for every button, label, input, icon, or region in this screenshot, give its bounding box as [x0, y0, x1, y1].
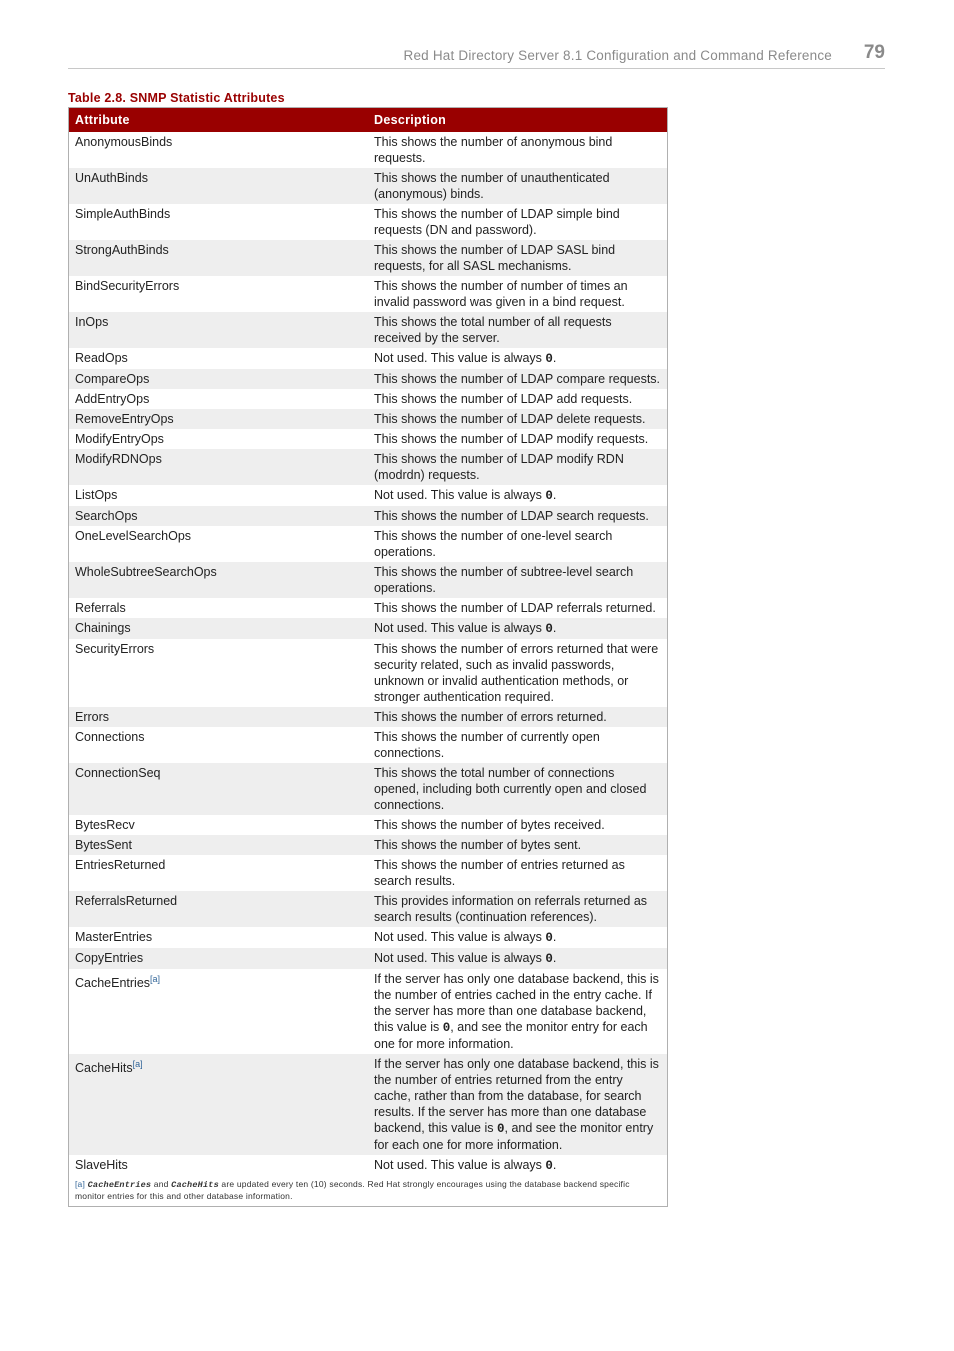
attribute-cell: [69, 891, 368, 927]
description-text: If the server has only one database backend, this is the number of entries cached in the entry cache. If the server has more than one database backend, this value is: [374, 972, 659, 1034]
table-row: [69, 727, 667, 763]
attribute-name: OneLevelSearchOps: [75, 529, 192, 543]
code-value: 0: [545, 952, 553, 966]
attribute-name: CacheEntries: [75, 976, 151, 991]
attribute-cell: [69, 240, 368, 276]
description-cell: [368, 1054, 667, 1155]
attribute-name: Chainings: [75, 621, 131, 635]
description-text: Not used. This value is always: [374, 951, 546, 965]
description-text: This shows the number of bytes sent.: [374, 838, 582, 852]
description-cell: [368, 276, 667, 312]
description-text: This shows the number of unauthenticated (anonymous) binds.: [374, 171, 610, 201]
table-row: [69, 763, 667, 815]
attribute-cell: [69, 485, 368, 506]
table-row: [69, 855, 667, 891]
attribute-name: Referrals: [75, 601, 126, 615]
description-cell: [368, 348, 667, 369]
attribute-cell: [69, 707, 368, 727]
attribute-name: ReadOps: [75, 351, 128, 365]
description-text: This shows the number of entries returned as search results.: [374, 858, 625, 888]
attribute-cell: [69, 429, 368, 449]
table-row: [69, 506, 667, 526]
table-caption: Table 2.8. SNMP Statistic Attributes: [68, 91, 285, 105]
description-cell: [368, 526, 667, 562]
table-row: [69, 618, 667, 639]
table-row: [69, 369, 667, 389]
snmp-statistic-table: [68, 107, 668, 1207]
attribute-name: RemoveEntryOps: [75, 412, 174, 426]
attribute-name: BytesSent: [75, 838, 132, 852]
description-cell: [368, 815, 667, 835]
attribute-name: SlaveHits: [75, 1158, 128, 1172]
description-text: Not used. This value is always: [374, 621, 546, 635]
attribute-name: SecurityErrors: [75, 642, 155, 656]
description-text: This provides information on referrals returned as search results (continuation references).: [374, 894, 648, 924]
attribute-cell: [69, 409, 368, 429]
table-row: [69, 312, 667, 348]
attribute-name: AnonymousBinds: [75, 135, 173, 149]
table-row: [69, 526, 667, 562]
description-text: This shows the number of number of times an invalid password was given in a bind request.: [374, 279, 628, 309]
description-cell: [368, 891, 667, 927]
description-cell: [368, 948, 667, 969]
description-cell: [368, 389, 667, 409]
code-value: 0: [545, 931, 553, 945]
column-header-description: Description: [368, 108, 667, 132]
attribute-name: ModifyRDNOps: [75, 452, 162, 466]
attribute-cell: [69, 204, 368, 240]
footnote-code-cacheentries: CacheEntries: [87, 1180, 152, 1190]
attribute-name: InOps: [75, 315, 109, 329]
attribute-name: StrongAuthBinds: [75, 243, 169, 257]
description-text: This shows the number of anonymous bind requests.: [374, 135, 613, 165]
table-row: [69, 639, 667, 707]
footnote-ref-link[interactable]: [a]: [150, 974, 161, 984]
description-cell: [368, 927, 667, 948]
description-text: This shows the number of errors returned.: [374, 710, 607, 724]
attribute-cell: [69, 1054, 368, 1155]
attribute-name: WholeSubtreeSearchOps: [75, 565, 217, 579]
description-cell: [368, 969, 667, 1054]
attribute-name: CopyEntries: [75, 951, 144, 965]
description-cell: [368, 369, 667, 389]
description-text: This shows the number of LDAP compare requests.: [374, 372, 661, 386]
attribute-cell: [69, 562, 368, 598]
table-row: [69, 348, 667, 369]
description-text: Not used. This value is always: [374, 351, 546, 365]
attribute-name: ReferralsReturned: [75, 894, 178, 908]
attribute-cell: [69, 763, 368, 815]
code-value: 0: [497, 1122, 505, 1136]
description-text: This shows the number of LDAP referrals returned.: [374, 601, 656, 615]
description-cell: [368, 240, 667, 276]
description-text-end: .: [552, 1158, 557, 1172]
description-cell: [368, 449, 667, 485]
attribute-name: CacheHits: [75, 1061, 133, 1076]
description-text: If the server has only one database backend, this is the number of entries returned from the entry cache, rather than from the database, for search results. If the server has more than one database backend, this value is: [374, 1057, 659, 1135]
attribute-name: ModifyEntryOps: [75, 432, 164, 446]
attribute-cell: [69, 276, 368, 312]
description-text-end: .: [552, 488, 557, 502]
footnote-ref-link[interactable]: [a]: [132, 1059, 143, 1069]
attribute-cell: [69, 389, 368, 409]
table-row: [69, 891, 667, 927]
description-cell: [368, 168, 667, 204]
table-row: [69, 240, 667, 276]
attribute-cell: [69, 1155, 368, 1176]
attribute-cell: [69, 168, 368, 204]
footnote-code-cachehits: CacheHits: [171, 1180, 219, 1190]
code-value: 0: [545, 489, 553, 503]
description-text-end: .: [552, 351, 557, 365]
attribute-name: Errors: [75, 710, 110, 724]
attribute-cell: [69, 369, 368, 389]
table-row: [69, 948, 667, 969]
description-text: This shows the number of LDAP search requests.: [374, 509, 649, 523]
description-text: This shows the number of bytes received.: [374, 818, 605, 832]
description-cell: [368, 132, 667, 168]
description-text: Not used. This value is always: [374, 488, 546, 502]
attribute-cell: [69, 348, 368, 369]
description-text: This shows the number of LDAP add requests.: [374, 392, 633, 406]
description-cell: [368, 598, 667, 618]
description-cell: [368, 618, 667, 639]
attribute-cell: [69, 449, 368, 485]
description-cell: [368, 409, 667, 429]
description-text: This shows the number of one-level search operations.: [374, 529, 613, 559]
attribute-name: MasterEntries: [75, 930, 153, 944]
description-cell: [368, 312, 667, 348]
attribute-name: CompareOps: [75, 372, 150, 386]
attribute-name: ConnectionSeq: [75, 766, 161, 780]
attribute-name: SearchOps: [75, 509, 138, 523]
attribute-cell: [69, 526, 368, 562]
footnote-mark[interactable]: [a]: [75, 1179, 86, 1189]
description-text: This shows the total number of all requests received by the server.: [374, 315, 612, 345]
footnote-text: are updated every ten (10) seconds. Red Hat strongly encourages using the database backend specific monitor entries for this and other database information.: [75, 1179, 630, 1201]
table-row: [69, 1054, 667, 1155]
description-text: This shows the number of subtree-level search operations.: [374, 565, 634, 595]
table-row: [69, 927, 667, 948]
description-cell: [368, 707, 667, 727]
description-text: Not used. This value is always: [374, 1158, 546, 1172]
description-cell: [368, 429, 667, 449]
table-header-row: [69, 108, 667, 132]
description-cell: [368, 835, 667, 855]
description-text: This shows the number of LDAP simple bind requests (DN and password).: [374, 207, 620, 237]
attribute-name: SimpleAuthBinds: [75, 207, 171, 221]
table-row: [69, 835, 667, 855]
description-cell: [368, 763, 667, 815]
table-row: [69, 429, 667, 449]
description-cell: [368, 639, 667, 707]
description-text: This shows the total number of connections opened, including both currently open and closed connections.: [374, 766, 647, 812]
attribute-cell: [69, 618, 368, 639]
page-number: 79: [863, 42, 885, 63]
attribute-name: AddEntryOps: [75, 392, 150, 406]
attribute-name: EntriesReturned: [75, 858, 166, 872]
attribute-name: UnAuthBinds: [75, 171, 148, 185]
running-title: Red Hat Directory Server 8.1 Configuration and Command Reference: [403, 48, 832, 63]
description-cell: [368, 727, 667, 763]
code-value: 0: [545, 622, 553, 636]
attribute-cell: [69, 132, 368, 168]
attribute-name: Connections: [75, 730, 145, 744]
attribute-cell: [69, 815, 368, 835]
code-value: 0: [545, 352, 553, 366]
code-value: 0: [442, 1021, 451, 1035]
table-row: [69, 389, 667, 409]
attribute-cell: [69, 969, 368, 1054]
description-cell: [368, 485, 667, 506]
attributes-table: [69, 108, 667, 1176]
table-row: [69, 276, 667, 312]
table-row: [69, 562, 667, 598]
attribute-cell: [69, 598, 368, 618]
table-row: [69, 449, 667, 485]
description-text-end: .: [552, 951, 557, 965]
attribute-name: BytesRecv: [75, 818, 135, 832]
table-row: [69, 485, 667, 506]
description-text: This shows the number of LDAP SASL bind requests, for all SASL mechanisms.: [374, 243, 616, 273]
description-text: Not used. This value is always: [374, 930, 546, 944]
footnote-and: and: [151, 1179, 172, 1189]
code-value: 0: [545, 1159, 553, 1173]
table-row: [69, 969, 667, 1054]
description-cell: [368, 204, 667, 240]
attribute-cell: [69, 855, 368, 891]
attribute-cell: [69, 835, 368, 855]
table-footnote: [69, 1176, 667, 1206]
description-text: This shows the number of LDAP modify requests.: [374, 432, 649, 446]
running-header: [68, 38, 885, 69]
description-text-end: , and see the monitor entry for each one for more information.: [374, 1121, 654, 1152]
column-header-attribute: Attribute: [69, 108, 368, 132]
attribute-cell: [69, 948, 368, 969]
table-row: [69, 598, 667, 618]
attribute-cell: [69, 312, 368, 348]
attribute-cell: [69, 927, 368, 948]
description-cell: [368, 506, 667, 526]
description-text: This shows the number of LDAP delete requests.: [374, 412, 646, 426]
attribute-name: ListOps: [75, 488, 118, 502]
description-text-end: , and see the monitor entry for each one for more information.: [374, 1020, 648, 1051]
description-text: This shows the number of currently open connections.: [374, 730, 600, 760]
description-text: This shows the number of LDAP modify RDN (modrdn) requests.: [374, 452, 624, 482]
table-row: [69, 815, 667, 835]
description-text-end: .: [552, 621, 557, 635]
attribute-cell: [69, 639, 368, 707]
attribute-cell: [69, 506, 368, 526]
attribute-cell: [69, 727, 368, 763]
table-row: [69, 132, 667, 168]
table-body: [69, 132, 667, 1176]
table-row: [69, 409, 667, 429]
attribute-name: BindSecurityErrors: [75, 279, 180, 293]
description-cell: [368, 1155, 667, 1176]
description-cell: [368, 855, 667, 891]
table-row: [69, 1155, 667, 1176]
table-row: [69, 168, 667, 204]
table-row: [69, 707, 667, 727]
table-row: [69, 204, 667, 240]
description-text-end: .: [552, 930, 557, 944]
description-cell: [368, 562, 667, 598]
description-text: This shows the number of errors returned that were security related, such as invalid passwords, unknown or invalid authentication methods, or stronger authentication required.: [374, 642, 659, 704]
